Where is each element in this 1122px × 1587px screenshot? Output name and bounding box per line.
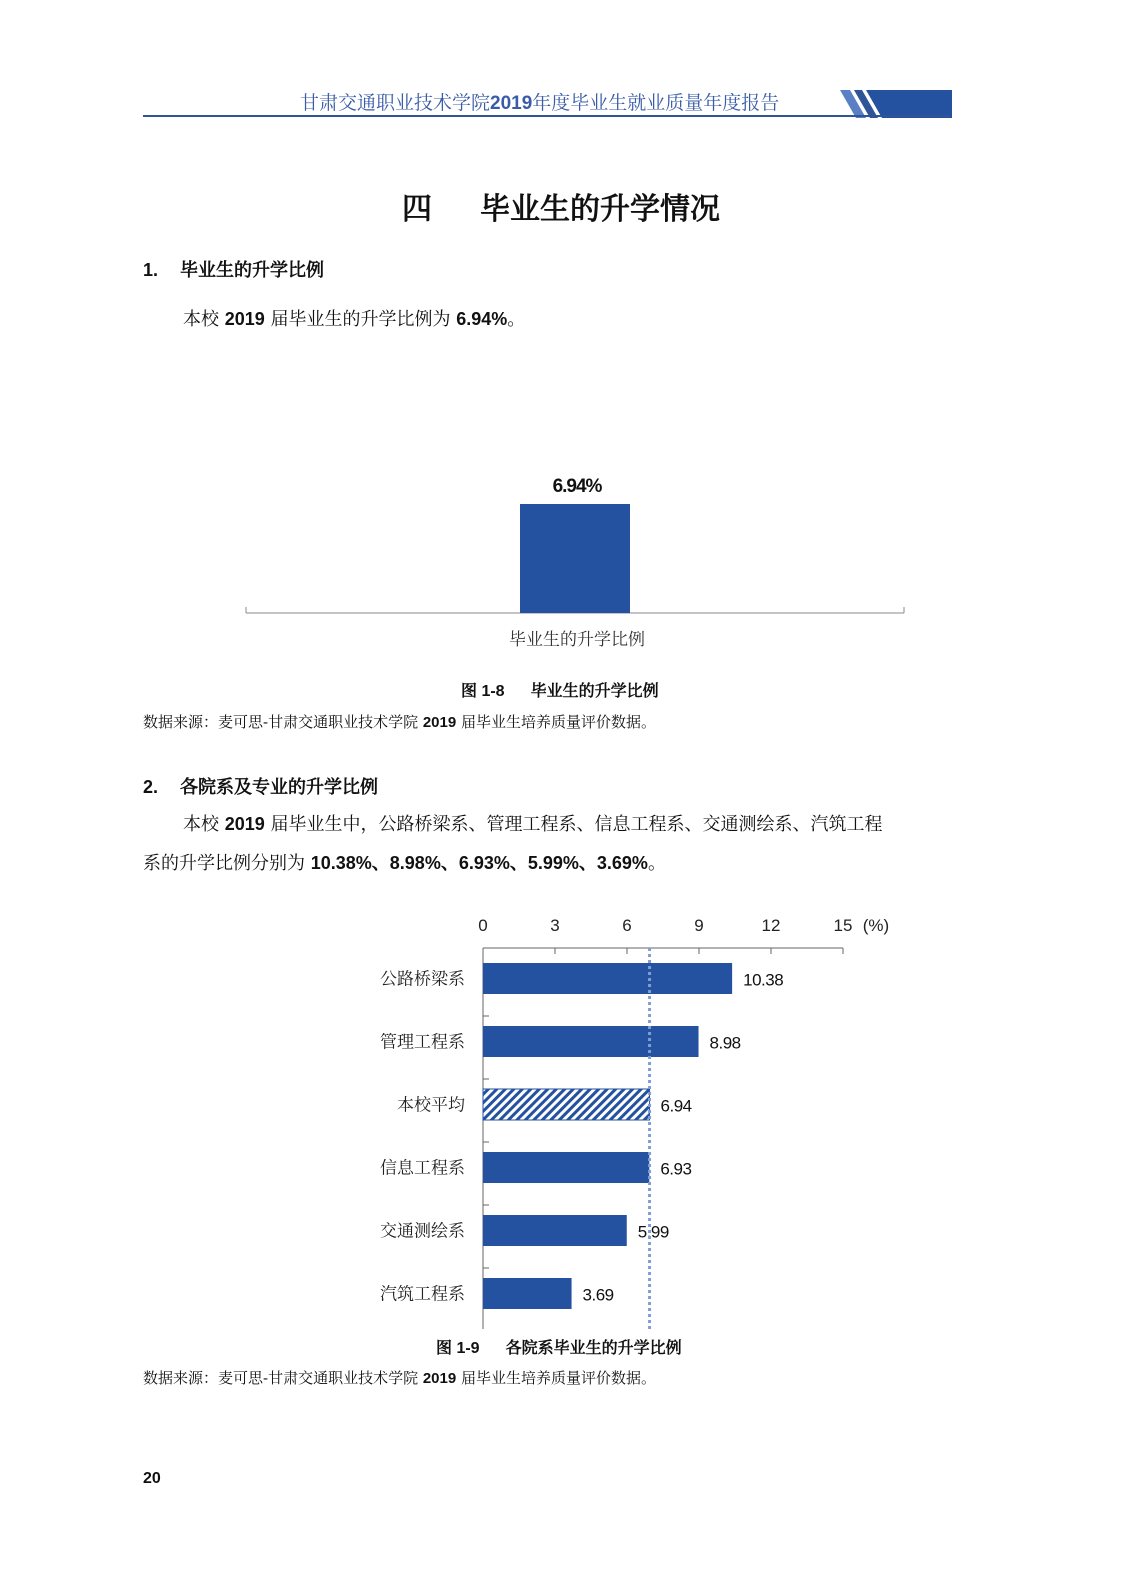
subsection-2-paragraph-line2: 系的升学比例分别为 10.38%、8.98%、6.93%、5.99%、3.69%。 (143, 853, 666, 874)
bar-4 (483, 1215, 627, 1246)
subsection-2-paragraph-line1: 本校 2019 届毕业生中，公路桥梁系、管理工程系、信息工程系、交通测绘系、汽筑工程 (183, 814, 883, 835)
category-label-3: 信息工程系 (380, 1158, 465, 1179)
category-label-1: 管理工程系 (380, 1032, 465, 1053)
category-label-2: 本校平均 (397, 1095, 465, 1116)
data-label-1: 8.98 (709, 1033, 741, 1053)
category-label-0: 公路桥梁系 (380, 969, 465, 990)
data-label-5: 3.69 (582, 1285, 614, 1305)
header-rule (143, 115, 950, 117)
figure-1-source: 数据来源：麦可思-甘肃交通职业技术学院 2019 届毕业生培养质量评价数据。 (143, 713, 656, 731)
chart-graduate-rate (0, 460, 1122, 660)
x-tick-label-0: 0 (478, 916, 488, 935)
subsection-1-heading: 1. 毕业生的升学比例 (143, 260, 325, 281)
figure-2-source: 数据来源：麦可思-甘肃交通职业技术学院 2019 届毕业生培养质量评价数据。 (143, 1369, 656, 1387)
figure-2-caption: 图 1-9 各院系毕业生的升学比例 (436, 1338, 682, 1357)
bar-0 (483, 963, 732, 994)
x-axis-unit: (%) (862, 916, 890, 935)
category-label-4: 交通测绘系 (380, 1221, 465, 1242)
x-tick-label-2: 6 (622, 916, 632, 935)
subsection-1-paragraph: 本校 2019 届毕业生的升学比例为 6.94%。 (183, 309, 526, 330)
data-label-2: 6.94 (660, 1096, 692, 1116)
category-label-5: 汽筑工程系 (380, 1284, 465, 1305)
figure-1-caption: 图 1-8 毕业生的升学比例 (461, 681, 659, 700)
header-title: 甘肃交通职业技术学院2019年度毕业生就业质量年度报告 (300, 92, 780, 114)
data-label-0: 10.38 (743, 970, 784, 990)
data-label-0: 6.94% (552, 476, 602, 497)
page-number: 20 (143, 1470, 161, 1487)
bar-3 (483, 1152, 649, 1183)
bar-0 (520, 504, 630, 613)
x-tick-label-4: 12 (761, 916, 781, 935)
category-label-0: 毕业生的升学比例 (509, 630, 645, 650)
section-title: 四 毕业生的升学情况 (402, 192, 720, 227)
bar-2 (483, 1089, 650, 1120)
data-label-4: 5.99 (637, 1222, 669, 1242)
bar-5 (483, 1278, 572, 1309)
data-label-3: 6.93 (660, 1159, 692, 1179)
header-stripes-logo (840, 90, 952, 118)
chart-department-rates (0, 905, 1122, 1330)
x-tick-label-1: 3 (550, 916, 560, 935)
subsection-2-heading: 2. 各院系及专业的升学比例 (143, 777, 379, 798)
x-tick-label-5: 15 (833, 916, 853, 935)
bar-1 (483, 1026, 699, 1057)
x-tick-label-3: 9 (694, 916, 704, 935)
